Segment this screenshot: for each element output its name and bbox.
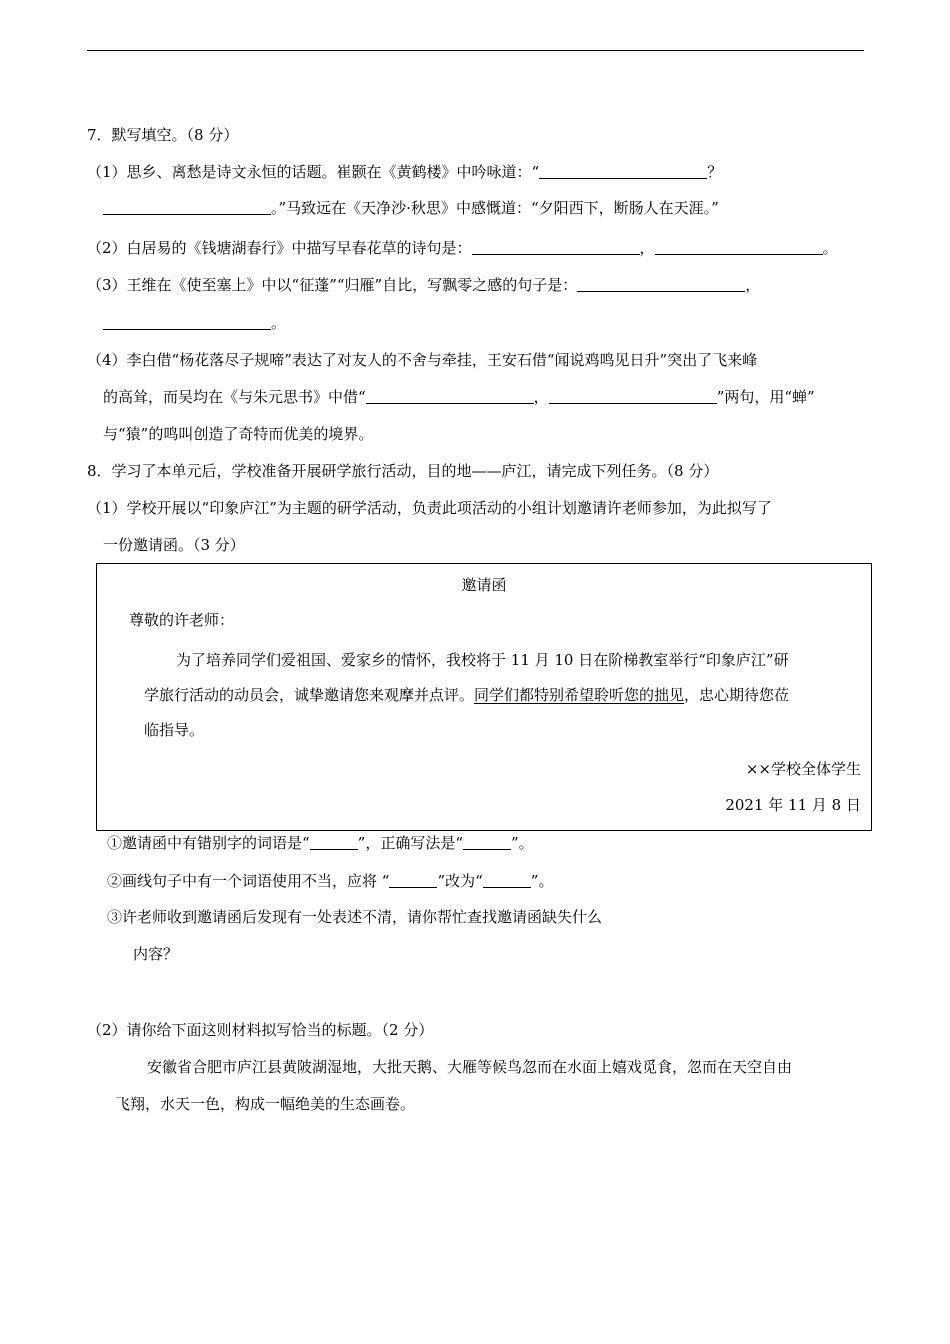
answer-blank[interactable] — [389, 872, 437, 888]
question-mark: ？ — [707, 163, 723, 181]
letter-body-line2 — [144, 685, 789, 705]
sub2-text-mid: ”改为“ — [437, 872, 483, 890]
comma: ， — [533, 388, 549, 406]
q8-part2-title: （2）请你给下面这则材料拟写恰当的标题。（2 分） — [87, 1021, 434, 1039]
q7-item2 — [87, 238, 838, 258]
q8-sub1 — [107, 833, 534, 853]
answer-blank[interactable] — [539, 163, 707, 179]
q7-item2-text: （2）白居易的《钱塘湖春行》中描写早春花草的诗句是： — [87, 239, 472, 257]
q7-item4-text-end: ”两句，用“蝉” — [716, 388, 815, 406]
q7-item3-line2 — [103, 313, 286, 333]
q7-item4-line2 — [103, 387, 815, 407]
material-line1: 安徽省合肥市庐江县黄陂湖湿地，大批天鹅、大雁等候鸟忽而在水面上嬉戏觅食，忽而在天空自由 — [147, 1058, 793, 1076]
q7-item1-line2 — [103, 198, 719, 218]
q7-item1-line1 — [87, 162, 722, 182]
answer-blank[interactable] — [655, 239, 823, 255]
q8-title: 8．学习了本单元后，学校准备开展研学旅行活动，目的地——庐江，请完成下列任务。（8 分） — [87, 462, 719, 480]
sub1-text-end: ”。 — [511, 834, 534, 852]
underlined-sentence: 同学们都特别希望聆听您的拙见 — [474, 686, 685, 704]
q8-part1-line1: （1）学校开展以“印象庐江”为主题的研学活动，负责此项活动的小组计划邀请许老师参加，为此拟写了 — [87, 499, 772, 517]
answer-blank[interactable] — [310, 834, 358, 850]
answer-blank[interactable] — [483, 872, 531, 888]
sub2-text-end: ”。 — [530, 872, 554, 890]
sub2-text: ②画线句子中有一个词语使用不当，应将 “ — [107, 872, 390, 890]
q7-item4-line3: 与“猿”的鸣叫创造了奇特而优美的境界。 — [103, 425, 374, 443]
letter-title: 邀请函 — [461, 576, 507, 594]
answer-blank[interactable] — [472, 239, 640, 255]
letter-body-line3: 临指导。 — [144, 721, 205, 739]
q7-item4-text: 的高耸，而吴均在《与朱元思书》中借“ — [103, 388, 366, 406]
comma: ， — [745, 276, 761, 294]
period: 。 — [822, 239, 838, 257]
answer-blank[interactable] — [549, 388, 717, 404]
letter-signature: ××学校全体学生 — [745, 760, 861, 778]
sub1-text: ①邀请函中有错别字的词语是“ — [107, 834, 310, 852]
q7-item1-text-end: 。”马致远在《天净沙·秋思》中感慨道：“夕阳西下，断肠人在天涯。” — [271, 199, 719, 217]
letter-date: 2021 年 11 月 8 日 — [725, 796, 861, 814]
q7-title: 7．默写填空。（8 分） — [87, 126, 239, 144]
q8-sub3-line1: ③许老师收到邀请函后发现有一处表述不清，请你帮忙查找邀请函缺失什么 — [107, 908, 603, 926]
answer-blank[interactable] — [103, 314, 271, 330]
q8-sub3-line2: 内容？ — [133, 945, 179, 963]
answer-blank[interactable] — [366, 388, 534, 404]
answer-blank[interactable] — [103, 199, 271, 215]
material-line2: 飞翔，水天一色，构成一幅绝美的生态画卷。 — [115, 1095, 416, 1113]
q8-sub2 — [107, 871, 553, 891]
answer-blank[interactable] — [577, 276, 745, 292]
period: 。 — [271, 314, 287, 332]
answer-blank[interactable] — [463, 834, 511, 850]
letter-body-line1: 为了培养同学们爱祖国、爱家乡的情怀，我校将于 11 月 10 日在阶梯教室举行“印象庐江”研 — [176, 651, 789, 669]
letter-body-text-end: ，忠心期待您莅 — [684, 686, 790, 704]
q7-item1-text: （1）思乡、离愁是诗文永恒的话题。崔颢在《黄鹤楼》中吟咏道：“ — [87, 163, 540, 181]
header-rule — [87, 50, 864, 51]
q7-item3-text: （3）王维在《使至塞上》中以“征蓬”“归雁”自比，写飘零之感的句子是： — [87, 276, 578, 294]
letter-greeting: 尊敬的许老师： — [129, 611, 235, 629]
q8-part1-line2: 一份邀请函。（3 分） — [103, 536, 245, 554]
invitation-letter-box — [96, 563, 872, 831]
q7-item4-line1: （4）李白借“杨花落尽子规啼”表达了对友人的不舍与牵挂，王安石借“闻说鸡鸣见日升”突出了飞来峰 — [87, 351, 758, 369]
sub1-text-mid: ”，正确写法是“ — [357, 834, 464, 852]
comma: ， — [639, 239, 655, 257]
q7-item3-line1 — [87, 275, 760, 295]
letter-body-text: 学旅行活动的动员会，诚挚邀请您来观摩并点评。 — [144, 686, 475, 704]
